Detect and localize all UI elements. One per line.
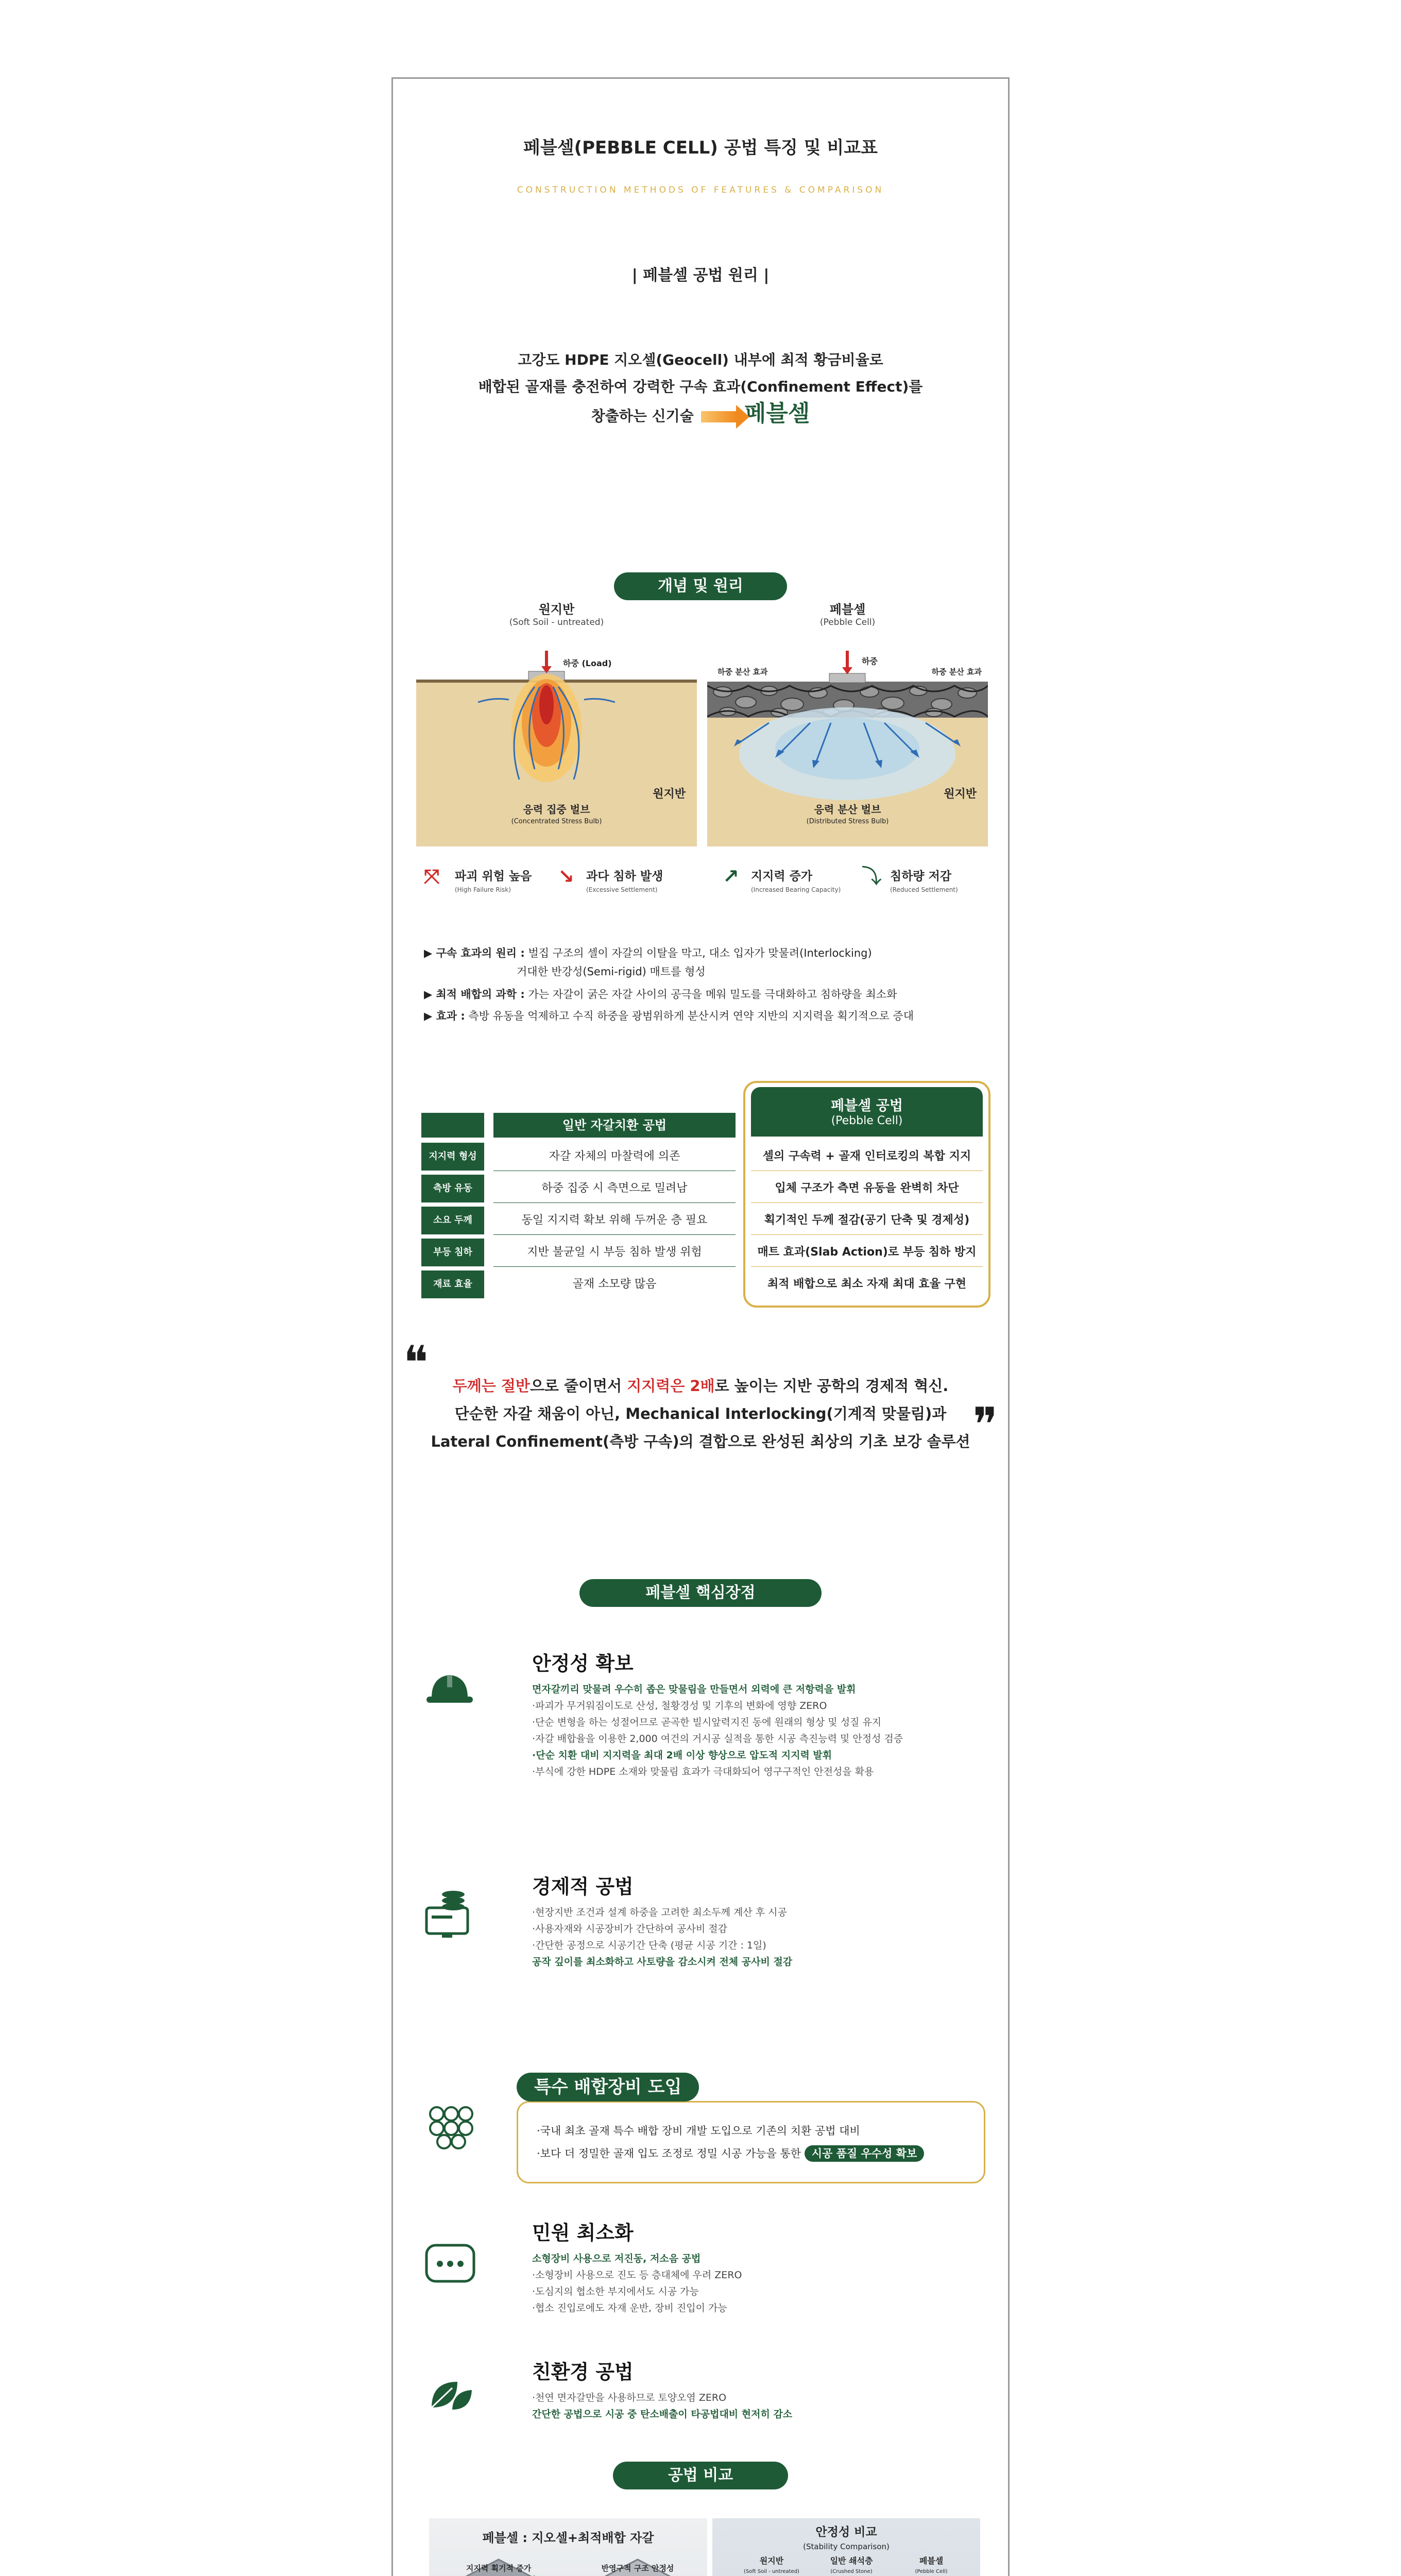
- general-cell: 자갈 자체의 마찰력에 의존: [493, 1143, 736, 1171]
- row-label: 지지력 형성: [421, 1143, 484, 1171]
- general-method-header: 일반 자갈치환 공법: [493, 1113, 736, 1138]
- col-untreated-text: 원지반: [759, 2556, 784, 2566]
- icon-label-bearing: 지지력 증가: [751, 870, 813, 883]
- arrow-right-icon: [701, 411, 737, 422]
- bullet-head: ▶ 효과 :: [424, 1010, 465, 1022]
- table-row: [421, 1175, 983, 1207]
- right-diagram-subtitle: (Pebble Cell): [819, 617, 876, 628]
- col-crushed-en: (Crushed Stone): [830, 2569, 873, 2574]
- bullet-head: ▶ 최적 배합의 과학 :: [424, 988, 525, 1001]
- feature-line: ·단순 치환 대비 지지력을 최대 2배 이상 향상으로 압도적 지지력 발휘: [532, 1750, 832, 1761]
- special-line-2-text: ·보다 더 정밀한 골재 입도 조정로 정밀 시공 가능을 통한: [537, 2147, 805, 2160]
- feature-line: ·간단한 공정으로 시공기간 단축 (평균 시공 기간 : 1일): [532, 1940, 766, 1951]
- bullet-head: ▶ 구속 효과의 원리 :: [424, 947, 525, 959]
- feature-line: ·자갈 배합율을 이용한 2,000 여건의 거시공 실적을 통한 시공 측진능력 및 안정성 검증: [532, 1733, 903, 1744]
- left-bulb-text: 응력 집중 벌브: [523, 803, 590, 816]
- col-pebble-text: 페블셀: [919, 2556, 944, 2566]
- right-bulb-text: 응력 분산 벌브: [814, 803, 881, 816]
- left-bulb-label: [416, 803, 697, 828]
- intro-line-3: [393, 400, 1008, 430]
- icon-increased-bearing: [723, 865, 841, 896]
- key-quote: [393, 1372, 1008, 1455]
- quote-text: 으로 줄이면서: [529, 1377, 627, 1395]
- icon-reduced-settlement: [862, 865, 958, 896]
- feature-line: ·소형장비 사용으로 진도 등 층대체에 우려 ZERO: [532, 2269, 742, 2281]
- feature-line: ·부식에 강한 HDPE 소재와 맞물림 효과가 극대화되어 영구구적인 안전성을 확용: [532, 1766, 874, 1777]
- row-label: 재료 효율: [421, 1270, 484, 1298]
- intro-line-1: 고강도 HDPE 지오셀(Geocell) 내부에 최적 황금비율로: [518, 351, 883, 368]
- row-label: 부등 침하: [421, 1239, 484, 1266]
- feature-title: 친환경 공법: [532, 2361, 634, 2383]
- special-line-2: [537, 2144, 924, 2163]
- principle-heading: | 페블셀 공법 원리 |: [631, 266, 770, 284]
- icon-label-settlement: 과다 침하 발생: [586, 870, 663, 883]
- left-diagram-heading: [416, 599, 697, 628]
- quote-highlight-bearing: 지지력은 2배: [627, 1377, 715, 1395]
- feature-line: ·천연 면자갈만을 사용하므로 토양오염 ZERO: [532, 2392, 727, 2403]
- stability-title-text: 안정성 비교: [815, 2526, 877, 2539]
- balls-icon: [421, 2098, 478, 2145]
- feature-line: ·협소 진입로에도 자재 운반, 장비 진입이 가능: [532, 2302, 727, 2314]
- bullet-science: [424, 986, 897, 1003]
- open-quote-icon: ❝: [403, 1336, 429, 1390]
- right-bulb-en: (Distributed Stress Bulb): [806, 818, 889, 825]
- feature-title: 민원 최소화: [532, 2222, 634, 2244]
- benefit-stability-title: 반영구적 구조 안정성: [601, 2564, 674, 2573]
- spread-left-label: 하중 분산 효과: [717, 667, 768, 676]
- feature-line: ·단순 변형을 하는 성절어므로 곧곡한 빌시앞력지진 동에 원래의 형상 및 성질 유지: [532, 1717, 882, 1728]
- icon-label-reduced: 침하량 저감: [890, 870, 952, 883]
- pebble-cell-diagram: [707, 651, 988, 846]
- col-pebble: [893, 2556, 970, 2576]
- bullet-text: 가는 자갈이 굵은 자갈 사이의 공극을 메워 밀도를 극대화하고 침하량을 최소화: [524, 988, 897, 1001]
- feature-line: ·현장지반 조건과 설계 하중을 고려한 최소두께 계산 후 시공: [532, 1907, 787, 1918]
- right-diagram-title: 페블셀: [829, 602, 866, 617]
- table-row: [421, 1270, 983, 1302]
- special-equipment-box: [517, 2101, 985, 2183]
- left-load-label: 하중 (Load): [563, 658, 612, 668]
- icon-high-failure: [424, 865, 532, 896]
- intro-line-2: 배합된 골재를 충전하여 강력한 구속 효과(Confinement Effect)를: [478, 378, 923, 395]
- dots-circle-icon: [421, 2240, 478, 2286]
- feature-complaints: [532, 2217, 985, 2316]
- benefits-title: 페블셀 : 지오셀+최적배합 자갈: [482, 2531, 654, 2545]
- quote-highlight-thickness: 두께는 절반: [452, 1377, 530, 1395]
- icon-en-bearing: (Increased Bearing Capacity): [751, 886, 841, 893]
- failure-arrows-icon: ⤧: [424, 865, 440, 888]
- pebble-cell: 획기적인 두께 절감(공기 단축 및 경제성): [751, 1207, 983, 1235]
- special-equipment-title: 특수 배합장비 도입: [517, 2073, 699, 2102]
- catalog-page: [391, 77, 1010, 2576]
- intro-text: [393, 347, 1008, 430]
- page-title: 페블셀(PEBBLE CELL) 공법 특징 및 비교표: [523, 138, 878, 158]
- quote-line-2: 단순한 자갈 채움이 아닌, Mechanical Interlocking(기계적 맞물림)과: [454, 1405, 947, 1422]
- col-untreated: [733, 2556, 810, 2576]
- bullet-text: 측방 유동을 억제하고 수직 하중을 광범위하게 분산시켜 연약 지반의 지지력을 획기적으로 증대: [465, 1010, 914, 1022]
- table-row: [421, 1239, 983, 1270]
- benefit-bearing-title: 지지력 획기적 증가: [466, 2564, 532, 2573]
- bullet-text: 거대한 반강성(Semi-rigid) 매트를 형성: [517, 965, 706, 978]
- corner-cell: [421, 1113, 484, 1138]
- pebble-method-header-en: (Pebble Cell): [831, 1114, 903, 1127]
- feature-line: ·파괴가 무거워짐이도로 산성, 철황경성 및 기후의 변화에 영향 ZERO: [532, 1700, 827, 1711]
- method-comparison-table: [421, 1081, 983, 1359]
- general-cell: 하중 집중 시 측면으로 밀려남: [493, 1175, 736, 1203]
- icon-en-settlement: (Excessive Settlement): [586, 886, 658, 893]
- row-label: 소요 두께: [421, 1207, 484, 1234]
- comparison-pill: 공법 비교: [613, 2462, 788, 2489]
- row-label: 측방 유동: [421, 1175, 484, 1202]
- benefit-stability: [578, 2564, 697, 2576]
- feature-stability: [532, 1648, 985, 1780]
- bullet-text: 벌집 구조의 셀이 자갈의 이탈을 막고, 대소 입자가 맞물려(Interlocking): [524, 947, 872, 959]
- col-crushed: [813, 2556, 890, 2576]
- left-ground-label: 원지반: [653, 788, 686, 801]
- feature-economic: [532, 1871, 985, 1970]
- quote-line-3: Lateral Confinement(측방 구속)의 결합으로 완성된 최상의 기초 보강 솔루션: [431, 1433, 970, 1450]
- right-load-label: 하중: [862, 656, 878, 666]
- features-pill: 페블셀 핵심장점: [579, 1579, 822, 1607]
- table-row: [421, 1143, 983, 1175]
- helmet-icon: [421, 1666, 478, 1712]
- right-bulb-label: [707, 803, 988, 828]
- pebble-cell: 입체 구조가 측면 유동을 완벽히 차단: [751, 1175, 983, 1203]
- bullet-effect: [424, 1007, 914, 1025]
- icon-excess-settlement: [558, 865, 663, 896]
- leaf-icon: [421, 2371, 478, 2418]
- feature-title: 안정성 확보: [532, 1652, 634, 1675]
- concept-pill: 개념 및 원리: [614, 572, 787, 600]
- feature-line: 소형장비 사용으로 저진동, 저소음 공법: [532, 2253, 701, 2264]
- pebble-cell: 매트 효과(Slab Action)로 부등 침하 방지: [751, 1239, 983, 1267]
- general-cell: 골재 소모량 많음: [572, 1278, 657, 1291]
- special-line-1: ·국내 최초 골재 특수 배합 장비 개발 도입으로 기존의 치환 공법 대비: [537, 2125, 860, 2137]
- page-subtitle: CONSTRUCTION METHODS OF FEATURES & COMPARISON: [517, 185, 884, 195]
- feature-line: 공작 깊이를 최소화하고 사토량을 감소시켜 전체 공사비 절감: [532, 1956, 793, 1968]
- left-bulb-en: (Concentrated Stress Bulb): [511, 818, 602, 825]
- feature-line: ·사용자재와 시공장비가 간단하여 공사비 절감: [532, 1923, 727, 1935]
- feature-line: 면자갈끼리 맞물려 우수히 좁은 맞물림을 만들면서 외력에 큰 저항력을 발휘: [532, 1684, 856, 1695]
- bullet-principle-cont: [517, 963, 706, 980]
- right-ground-label: 원지반: [944, 788, 977, 801]
- feature-line: ·도심지의 협소한 부지에서도 시공 가능: [532, 2286, 699, 2297]
- intro-line-3-text: 창출하는 신기술: [591, 408, 694, 425]
- stability-title-en: (Stability Comparison): [803, 2542, 890, 2551]
- left-diagram-title: 원지반: [538, 602, 575, 617]
- col-pebble-en: (Pebble Cell): [915, 2569, 948, 2574]
- stability-title: [712, 2526, 980, 2553]
- stability-comparison-image: [712, 2518, 980, 2576]
- pebble-method-header-text: 페블셀 공법: [831, 1098, 903, 1114]
- general-cell: 동일 지지력 확보 위해 두꺼운 층 필요: [493, 1207, 736, 1235]
- down-trend-icon: ↘: [558, 865, 574, 888]
- pebble-cell: 셀의 구속력 + 골재 인터로킹의 복합 지지: [751, 1143, 983, 1171]
- feature-eco: [532, 2356, 985, 2422]
- icon-label-failure: 파괴 위험 높음: [455, 870, 532, 883]
- pebble-cell: 최적 배합으로 최소 자재 최대 효율 구현: [767, 1278, 966, 1291]
- pebble-benefits-image: [429, 2518, 707, 2576]
- down-arrow-icon: ⤵: [862, 865, 882, 888]
- bullet-principle: [424, 944, 872, 962]
- close-quote-icon: ❞: [972, 1398, 998, 1452]
- icon-en-reduced: (Reduced Settlement): [890, 886, 958, 893]
- feature-line: 간단한 공법으로 시공 중 탄소배출이 타공법대비 현저히 감소: [532, 2409, 793, 2420]
- coins-monitor-icon: [421, 1887, 478, 1934]
- icon-en-failure: (High Failure Risk): [455, 886, 511, 893]
- col-crushed-text: 일반 쇄석층: [830, 2556, 873, 2566]
- pebble-method-header: [751, 1087, 983, 1137]
- quote-text: 로 높이는 지반 공학의 경제적 혁신.: [714, 1377, 949, 1395]
- quote-line-1: [393, 1372, 1008, 1400]
- general-cell: 지반 불균일 시 부등 침하 발생 위험: [493, 1239, 736, 1267]
- brand-name: 페블셀: [744, 400, 810, 427]
- feature-title: 경제적 공법: [532, 1875, 634, 1898]
- col-untreated-en: (Soft Soil - untreated): [744, 2569, 799, 2574]
- right-diagram-heading: [707, 599, 988, 628]
- up-trend-icon: ↗: [723, 865, 739, 888]
- quality-badge: 시공 품질 우수성 확보: [805, 2145, 925, 2162]
- spread-right-label: 하중 분산 효과: [931, 667, 982, 676]
- benefit-bearing: [439, 2564, 558, 2576]
- left-diagram-subtitle: (Soft Soil - untreated): [509, 617, 604, 628]
- untreated-soil-diagram: [416, 651, 697, 846]
- table-row: [421, 1207, 983, 1239]
